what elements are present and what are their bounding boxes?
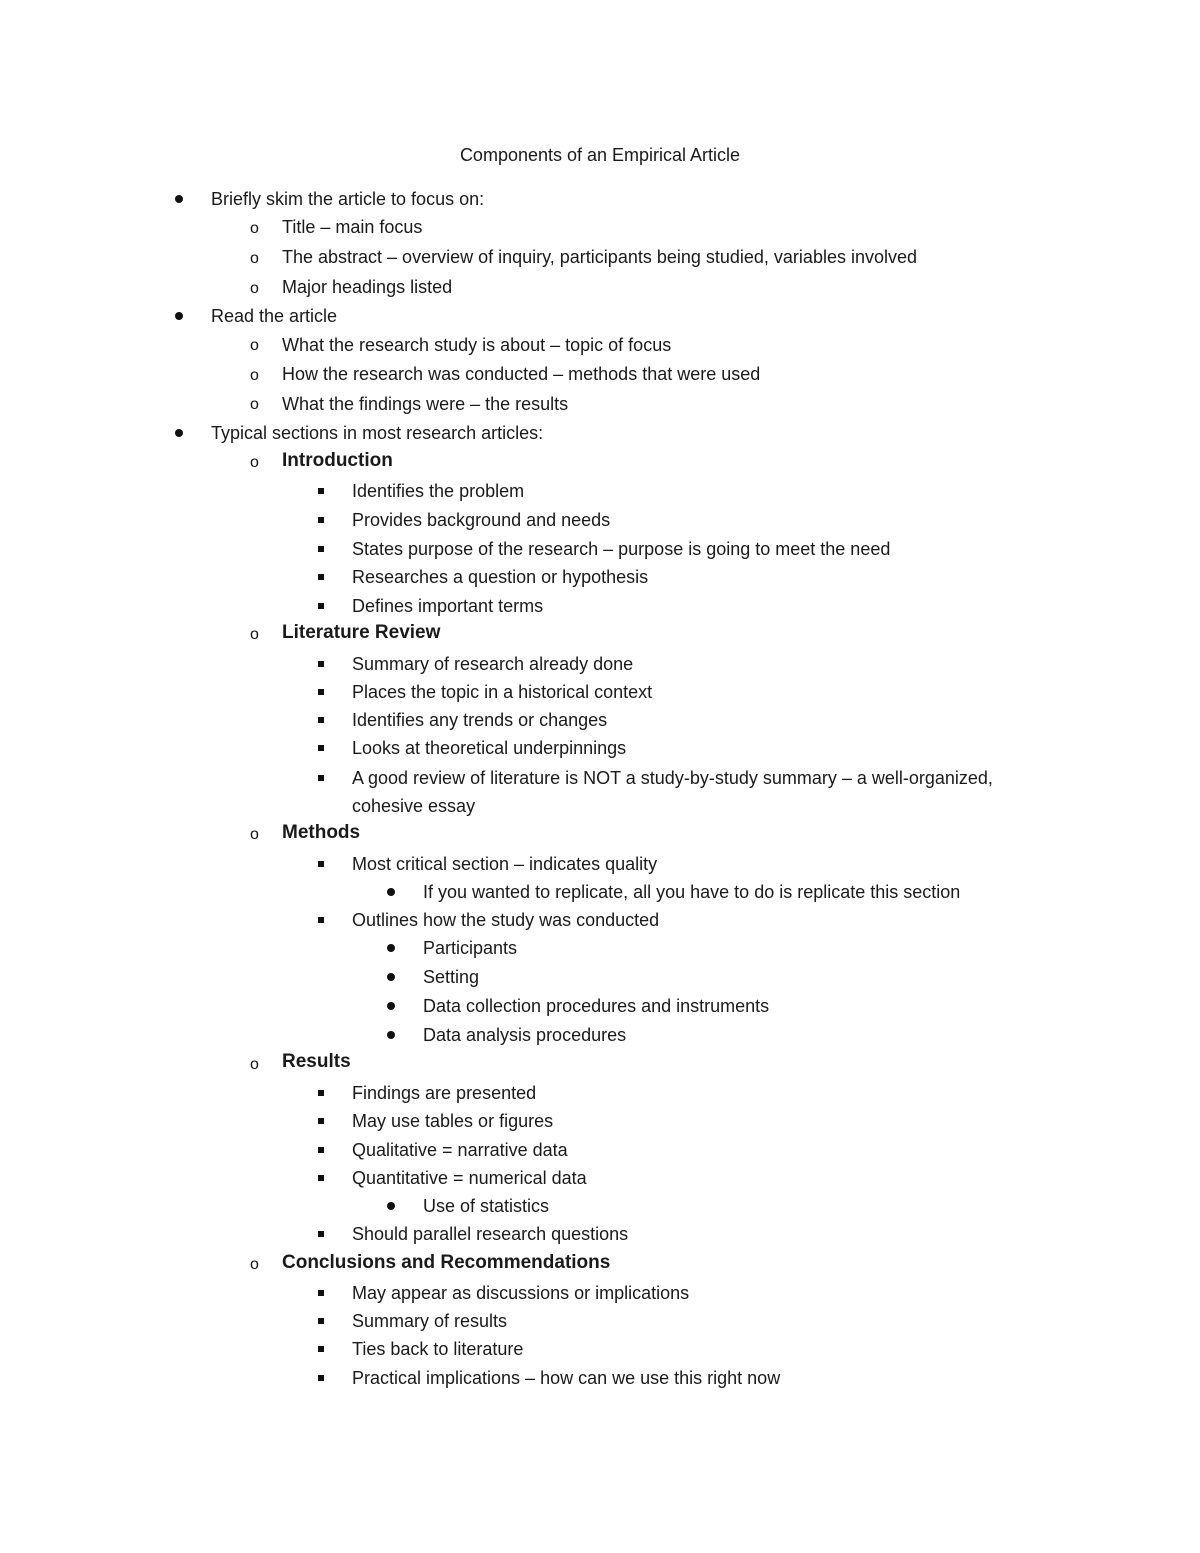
bullet-circle-icon: o [250, 1256, 259, 1273]
list-item: Participants [423, 938, 518, 958]
bullet-dot-icon [387, 888, 395, 896]
bullet-square-icon [318, 1290, 324, 1296]
section-heading-introduction: Introduction [282, 450, 393, 471]
bullet-dot-icon [387, 944, 395, 952]
list-item: Should parallel research questions [352, 1224, 629, 1244]
bullet-dot-icon [175, 195, 183, 203]
bullet-square-icon [318, 488, 324, 494]
list-item: Quantitative = numerical data [352, 1168, 587, 1188]
bullet-circle-icon: o [250, 280, 259, 297]
list-item: Most critical section – indicates quality [352, 854, 658, 874]
list-item: Provides background and needs [352, 510, 611, 530]
list-item: Title – main focus [282, 217, 423, 237]
list-item-read: Read the article [211, 306, 338, 326]
list-item: States purpose of the research – purpose is going to meet the need [352, 539, 891, 559]
bullet-circle-icon: o [250, 626, 259, 643]
list-item: What the research study is about – topic of focus [282, 335, 672, 355]
bullet-dot-icon [387, 1202, 395, 1210]
bullet-square-icon [318, 603, 324, 609]
bullet-square-icon [318, 917, 324, 923]
list-item: The abstract – overview of inquiry, participants being studied, variables involved [282, 247, 918, 267]
list-item-continuation: cohesive essay [352, 796, 476, 816]
bullet-square-icon [318, 861, 324, 867]
list-item: May appear as discussions or implications [352, 1283, 690, 1303]
list-item: Setting [423, 967, 480, 987]
bullet-dot-icon [387, 1002, 395, 1010]
list-item: Findings are presented [352, 1083, 537, 1103]
list-item: Qualitative = narrative data [352, 1140, 568, 1160]
list-item: Data collection procedures and instruments [423, 996, 770, 1016]
list-item: Researches a question or hypothesis [352, 567, 649, 587]
section-heading-results: Results [282, 1051, 351, 1072]
list-item-skim: Briefly skim the article to focus on: [211, 189, 485, 209]
bullet-square-icon [318, 1375, 324, 1381]
list-item: Looks at theoretical underpinnings [352, 738, 627, 758]
list-item: How the research was conducted – methods that were used [282, 364, 761, 384]
list-item: May use tables or figures [352, 1111, 554, 1131]
bullet-circle-icon: o [250, 220, 259, 237]
bullet-square-icon [318, 745, 324, 751]
list-item: Summary of results [352, 1311, 508, 1331]
bullet-square-icon [318, 574, 324, 580]
bullet-square-icon [318, 1346, 324, 1352]
bullet-square-icon [318, 1318, 324, 1324]
bullet-square-icon [318, 661, 324, 667]
bullet-dot-icon [175, 312, 183, 320]
section-heading-literature-review: Literature Review [282, 622, 441, 643]
bullet-square-icon [318, 689, 324, 695]
document-title: Components of an Empirical Article [459, 145, 741, 165]
list-item: Use of statistics [423, 1196, 550, 1216]
list-item: If you wanted to replicate, all you have to do is replicate this section [423, 882, 961, 902]
list-item: Identifies any trends or changes [352, 710, 608, 730]
list-item: Ties back to literature [352, 1339, 524, 1359]
list-item: Places the topic in a historical context [352, 682, 653, 702]
list-item: Data analysis procedures [423, 1025, 627, 1045]
list-item: Defines important terms [352, 596, 544, 616]
bullet-square-icon [318, 1090, 324, 1096]
list-item: Practical implications – how can we use this right now [352, 1368, 781, 1388]
bullet-square-icon [318, 775, 324, 781]
bullet-square-icon [318, 517, 324, 523]
section-heading-methods: Methods [282, 822, 361, 843]
bullet-square-icon [318, 1231, 324, 1237]
bullet-square-icon [318, 1118, 324, 1124]
bullet-square-icon [318, 1175, 324, 1181]
bullet-dot-icon [175, 429, 183, 437]
bullet-dot-icon [387, 1031, 395, 1039]
bullet-circle-icon: o [250, 396, 259, 413]
bullet-circle-icon: o [250, 337, 259, 354]
bullet-circle-icon: o [250, 1056, 259, 1073]
list-item: Outlines how the study was conducted [352, 910, 660, 930]
list-item: A good review of literature is NOT a study-by-study summary – a well-organized, [352, 768, 993, 788]
bullet-square-icon [318, 717, 324, 723]
bullet-circle-icon: o [250, 826, 259, 843]
bullet-dot-icon [387, 973, 395, 981]
list-item: Major headings listed [282, 277, 453, 297]
bullet-square-icon [318, 1147, 324, 1153]
bullet-circle-icon: o [250, 367, 259, 384]
bullet-circle-icon: o [250, 250, 259, 267]
list-item: Identifies the problem [352, 481, 525, 501]
section-heading-conclusions: Conclusions and Recommendations [282, 1252, 611, 1273]
list-item: Summary of research already done [352, 654, 634, 674]
bullet-circle-icon: o [250, 454, 259, 471]
bullet-square-icon [318, 546, 324, 552]
list-item-typical: Typical sections in most research articles: [211, 423, 544, 443]
list-item: What the findings were – the results [282, 394, 569, 414]
